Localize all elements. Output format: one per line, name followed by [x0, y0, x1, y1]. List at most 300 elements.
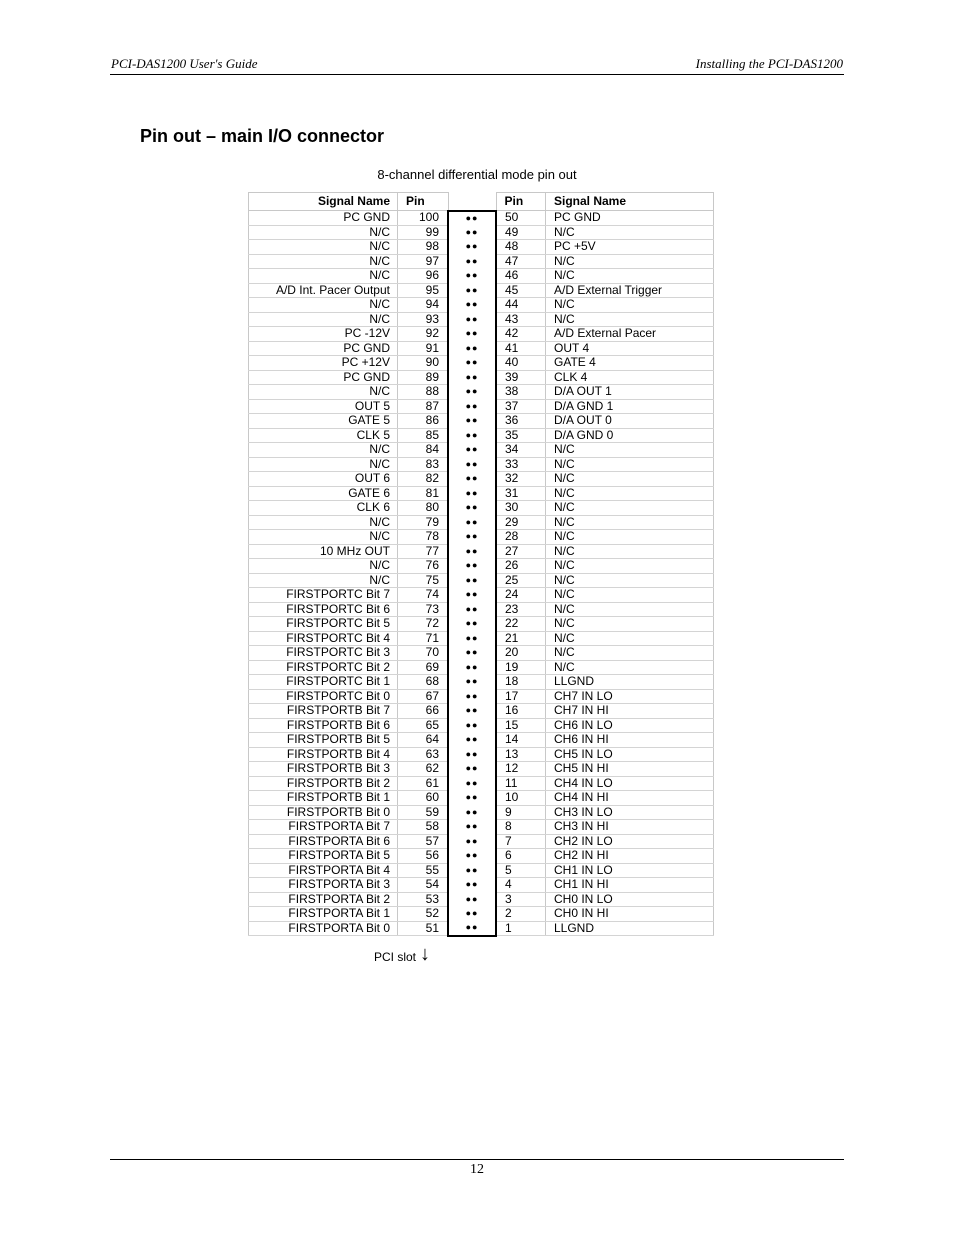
left-signal-name: N/C [249, 515, 398, 530]
connector-pin-pair: ●● [448, 762, 496, 777]
table-row [249, 733, 714, 748]
left-pin-number: 67 [398, 689, 449, 704]
left-signal-name: N/C [249, 530, 398, 545]
left-pin-number: 79 [398, 515, 449, 530]
right-pin-number: 13 [496, 747, 546, 762]
connector-pin-pair: ●● [448, 834, 496, 849]
right-pin-number: 37 [496, 399, 546, 414]
left-signal-name: FIRSTPORTA Bit 6 [249, 834, 398, 849]
right-pin-number: 47 [496, 254, 546, 269]
table-row [249, 254, 714, 269]
left-pin-number: 97 [398, 254, 449, 269]
down-arrow-icon: ↓ [420, 943, 431, 965]
right-signal-name: N/C [546, 660, 714, 675]
right-pin-number: 23 [496, 602, 546, 617]
table-row [249, 457, 714, 472]
connector-pin-pair: ●● [448, 660, 496, 675]
right-signal-name: N/C [546, 443, 714, 458]
left-pin-number: 99 [398, 225, 449, 240]
left-pin-number: 77 [398, 544, 449, 559]
right-signal-name: CLK 4 [546, 370, 714, 385]
right-signal-name: CH6 IN LO [546, 718, 714, 733]
left-pin-number: 78 [398, 530, 449, 545]
left-pin-number: 85 [398, 428, 449, 443]
left-signal-name: N/C [249, 573, 398, 588]
pci-slot-indicator [374, 944, 430, 964]
col-header-left-signal: Signal Name [249, 193, 398, 211]
right-pin-number: 25 [496, 573, 546, 588]
right-pin-number: 49 [496, 225, 546, 240]
left-pin-number: 65 [398, 718, 449, 733]
connector-pin-pair: ●● [448, 515, 496, 530]
right-signal-name: PC +5V [546, 240, 714, 255]
left-pin-number: 87 [398, 399, 449, 414]
table-row [249, 298, 714, 313]
table-row [249, 399, 714, 414]
left-pin-number: 89 [398, 370, 449, 385]
table-row [249, 776, 714, 791]
right-pin-number: 1 [496, 921, 546, 936]
connector-pin-pair: ●● [448, 849, 496, 864]
left-signal-name: FIRSTPORTB Bit 2 [249, 776, 398, 791]
right-pin-number: 34 [496, 443, 546, 458]
left-signal-name: FIRSTPORTA Bit 7 [249, 820, 398, 835]
left-pin-number: 73 [398, 602, 449, 617]
right-pin-number: 32 [496, 472, 546, 487]
right-signal-name: N/C [546, 646, 714, 661]
right-signal-name: CH2 IN HI [546, 849, 714, 864]
table-row [249, 704, 714, 719]
connector-pin-pair: ●● [448, 747, 496, 762]
right-signal-name: N/C [546, 530, 714, 545]
right-pin-number: 17 [496, 689, 546, 704]
table-row [249, 225, 714, 240]
table-row [249, 370, 714, 385]
left-pin-number: 71 [398, 631, 449, 646]
right-pin-number: 18 [496, 675, 546, 690]
left-signal-name: N/C [249, 298, 398, 313]
connector-pin-pair: ●● [448, 240, 496, 255]
right-signal-name: CH4 IN HI [546, 791, 714, 806]
right-signal-name: N/C [546, 457, 714, 472]
left-pin-number: 60 [398, 791, 449, 806]
right-signal-name: CH5 IN HI [546, 762, 714, 777]
left-pin-number: 83 [398, 457, 449, 472]
left-pin-number: 76 [398, 559, 449, 574]
connector-pin-pair: ●● [448, 385, 496, 400]
connector-pin-pair: ●● [448, 486, 496, 501]
right-pin-number: 21 [496, 631, 546, 646]
left-pin-number: 62 [398, 762, 449, 777]
left-signal-name: PC GND [249, 211, 398, 226]
right-signal-name: N/C [546, 254, 714, 269]
right-pin-number: 8 [496, 820, 546, 835]
left-signal-name: N/C [249, 457, 398, 472]
left-pin-number: 57 [398, 834, 449, 849]
left-signal-name: FIRSTPORTC Bit 6 [249, 602, 398, 617]
left-signal-name: FIRSTPORTC Bit 0 [249, 689, 398, 704]
right-signal-name: CH0 IN LO [546, 892, 714, 907]
table-row [249, 472, 714, 487]
connector-pin-pair: ●● [448, 399, 496, 414]
left-pin-number: 88 [398, 385, 449, 400]
header-section-title: Installing the PCI-DAS1200 [695, 56, 843, 71]
table-row [249, 834, 714, 849]
left-signal-name: PC GND [249, 370, 398, 385]
table-row [249, 269, 714, 284]
right-pin-number: 10 [496, 791, 546, 806]
table-row [249, 646, 714, 661]
left-pin-number: 98 [398, 240, 449, 255]
connector-pin-pair: ●● [448, 211, 496, 226]
table-row [249, 573, 714, 588]
left-signal-name: FIRSTPORTC Bit 7 [249, 588, 398, 603]
right-signal-name: N/C [546, 312, 714, 327]
right-signal-name: A/D External Pacer [546, 327, 714, 342]
right-signal-name: CH1 IN HI [546, 878, 714, 893]
left-pin-number: 94 [398, 298, 449, 313]
table-row [249, 501, 714, 516]
right-pin-number: 41 [496, 341, 546, 356]
header-doc-title: PCI-DAS1200 User's Guide [111, 56, 258, 71]
left-signal-name: FIRSTPORTC Bit 1 [249, 675, 398, 690]
right-pin-number: 9 [496, 805, 546, 820]
table-row [249, 283, 714, 298]
right-pin-number: 15 [496, 718, 546, 733]
col-header-left-pin: Pin [398, 193, 449, 211]
connector-pin-pair: ●● [448, 225, 496, 240]
left-signal-name: OUT 5 [249, 399, 398, 414]
connector-pin-pair: ●● [448, 327, 496, 342]
table-row [249, 356, 714, 371]
connector-pin-pair: ●● [448, 631, 496, 646]
left-signal-name: GATE 6 [249, 486, 398, 501]
table-row [249, 443, 714, 458]
left-signal-name: PC GND [249, 341, 398, 356]
table-row [249, 312, 714, 327]
left-signal-name: FIRSTPORTA Bit 5 [249, 849, 398, 864]
left-signal-name: N/C [249, 254, 398, 269]
right-pin-number: 50 [496, 211, 546, 226]
table-row [249, 240, 714, 255]
left-signal-name: FIRSTPORTB Bit 1 [249, 791, 398, 806]
right-pin-number: 45 [496, 283, 546, 298]
table-row [249, 863, 714, 878]
right-pin-number: 46 [496, 269, 546, 284]
right-signal-name: N/C [546, 298, 714, 313]
right-pin-number: 5 [496, 863, 546, 878]
right-signal-name: N/C [546, 225, 714, 240]
left-pin-number: 66 [398, 704, 449, 719]
left-signal-name: FIRSTPORTC Bit 3 [249, 646, 398, 661]
right-signal-name: CH3 IN LO [546, 805, 714, 820]
connector-pin-pair: ●● [448, 863, 496, 878]
table-row [249, 762, 714, 777]
left-pin-number: 56 [398, 849, 449, 864]
table-row [249, 341, 714, 356]
right-pin-number: 38 [496, 385, 546, 400]
connector-pin-pair: ●● [448, 878, 496, 893]
connector-pin-pair: ●● [448, 414, 496, 429]
right-signal-name: D/A GND 1 [546, 399, 714, 414]
left-pin-number: 82 [398, 472, 449, 487]
right-pin-number: 44 [496, 298, 546, 313]
table-row [249, 660, 714, 675]
right-signal-name: LLGND [546, 921, 714, 936]
connector-pin-pair: ●● [448, 559, 496, 574]
connector-pin-pair: ●● [448, 254, 496, 269]
right-signal-name: N/C [546, 269, 714, 284]
table-row [249, 849, 714, 864]
left-pin-number: 69 [398, 660, 449, 675]
table-caption: 8-channel differential mode pin out [377, 167, 577, 182]
right-pin-number: 7 [496, 834, 546, 849]
col-header-connector [448, 193, 496, 211]
left-pin-number: 92 [398, 327, 449, 342]
col-header-right-signal: Signal Name [546, 193, 714, 211]
left-pin-number: 63 [398, 747, 449, 762]
table-row [249, 414, 714, 429]
connector-pin-pair: ●● [448, 892, 496, 907]
connector-pin-pair: ●● [448, 602, 496, 617]
left-pin-number: 93 [398, 312, 449, 327]
right-pin-number: 29 [496, 515, 546, 530]
left-signal-name: N/C [249, 225, 398, 240]
left-pin-number: 54 [398, 878, 449, 893]
right-signal-name: N/C [546, 631, 714, 646]
left-signal-name: FIRSTPORTB Bit 0 [249, 805, 398, 820]
right-pin-number: 30 [496, 501, 546, 516]
table-row [249, 921, 714, 936]
table-row [249, 588, 714, 603]
right-signal-name: N/C [546, 515, 714, 530]
right-signal-name: N/C [546, 501, 714, 516]
footer-divider [110, 1159, 844, 1160]
table-row [249, 820, 714, 835]
right-signal-name: N/C [546, 573, 714, 588]
table-row [249, 747, 714, 762]
section-heading: Pin out – main I/O connector [140, 126, 385, 146]
left-pin-number: 59 [398, 805, 449, 820]
right-pin-number: 11 [496, 776, 546, 791]
left-signal-name: FIRSTPORTA Bit 1 [249, 907, 398, 922]
right-signal-name: N/C [546, 588, 714, 603]
connector-pin-pair: ●● [448, 356, 496, 371]
table-row [249, 602, 714, 617]
left-signal-name: A/D Int. Pacer Output [249, 283, 398, 298]
left-pin-number: 51 [398, 921, 449, 936]
right-signal-name: CH3 IN HI [546, 820, 714, 835]
right-signal-name: CH7 IN HI [546, 704, 714, 719]
left-signal-name: FIRSTPORTB Bit 5 [249, 733, 398, 748]
left-signal-name: FIRSTPORTB Bit 3 [249, 762, 398, 777]
connector-pin-pair: ●● [448, 443, 496, 458]
right-signal-name: N/C [546, 617, 714, 632]
connector-pin-pair: ●● [448, 646, 496, 661]
right-signal-name: CH1 IN LO [546, 863, 714, 878]
connector-pin-pair: ●● [448, 733, 496, 748]
connector-pin-pair: ●● [448, 472, 496, 487]
connector-pin-pair: ●● [448, 530, 496, 545]
left-pin-number: 75 [398, 573, 449, 588]
connector-pin-pair: ●● [448, 501, 496, 516]
table-row [249, 428, 714, 443]
left-pin-number: 84 [398, 443, 449, 458]
left-signal-name: N/C [249, 559, 398, 574]
right-pin-number: 26 [496, 559, 546, 574]
right-pin-number: 42 [496, 327, 546, 342]
left-signal-name: CLK 6 [249, 501, 398, 516]
table-row [249, 515, 714, 530]
table-row [249, 211, 714, 226]
right-pin-number: 16 [496, 704, 546, 719]
left-signal-name: FIRSTPORTB Bit 4 [249, 747, 398, 762]
connector-pin-pair: ●● [448, 457, 496, 472]
left-pin-number: 64 [398, 733, 449, 748]
left-pin-number: 90 [398, 356, 449, 371]
right-signal-name: CH5 IN LO [546, 747, 714, 762]
right-pin-number: 40 [496, 356, 546, 371]
left-pin-number: 52 [398, 907, 449, 922]
table-header-row [249, 193, 714, 211]
table-row [249, 675, 714, 690]
left-signal-name: PC +12V [249, 356, 398, 371]
left-signal-name: N/C [249, 385, 398, 400]
table-row [249, 530, 714, 545]
right-pin-number: 27 [496, 544, 546, 559]
table-row [249, 878, 714, 893]
right-pin-number: 48 [496, 240, 546, 255]
right-pin-number: 31 [496, 486, 546, 501]
connector-pin-pair: ●● [448, 617, 496, 632]
connector-pin-pair: ●● [448, 921, 496, 936]
right-pin-number: 33 [496, 457, 546, 472]
right-signal-name: CH7 IN LO [546, 689, 714, 704]
right-pin-number: 43 [496, 312, 546, 327]
connector-pin-pair: ●● [448, 312, 496, 327]
pinout-rows [249, 211, 714, 936]
right-pin-number: 28 [496, 530, 546, 545]
connector-pin-pair: ●● [448, 805, 496, 820]
table-row [249, 385, 714, 400]
left-signal-name: OUT 6 [249, 472, 398, 487]
table-row [249, 327, 714, 342]
connector-pin-pair: ●● [448, 907, 496, 922]
right-signal-name: A/D External Trigger [546, 283, 714, 298]
table-row [249, 892, 714, 907]
right-pin-number: 35 [496, 428, 546, 443]
right-pin-number: 36 [496, 414, 546, 429]
right-signal-name: N/C [546, 559, 714, 574]
table-row [249, 718, 714, 733]
right-pin-number: 12 [496, 762, 546, 777]
right-pin-number: 20 [496, 646, 546, 661]
table-row [249, 805, 714, 820]
pci-slot-label: PCI slot [374, 950, 417, 964]
right-signal-name: CH6 IN HI [546, 733, 714, 748]
right-pin-number: 4 [496, 878, 546, 893]
connector-pin-pair: ●● [448, 791, 496, 806]
pinout-table [248, 192, 714, 937]
left-pin-number: 58 [398, 820, 449, 835]
connector-pin-pair: ●● [448, 820, 496, 835]
left-signal-name: FIRSTPORTC Bit 4 [249, 631, 398, 646]
right-signal-name: LLGND [546, 675, 714, 690]
left-pin-number: 100 [398, 211, 449, 226]
connector-pin-pair: ●● [448, 704, 496, 719]
connector-pin-pair: ●● [448, 298, 496, 313]
connector-pin-pair: ●● [448, 675, 496, 690]
left-pin-number: 55 [398, 863, 449, 878]
left-pin-number: 72 [398, 617, 449, 632]
table-row [249, 617, 714, 632]
connector-pin-pair: ●● [448, 588, 496, 603]
left-pin-number: 70 [398, 646, 449, 661]
page-number: 12 [470, 1162, 484, 1177]
left-signal-name: N/C [249, 443, 398, 458]
left-pin-number: 68 [398, 675, 449, 690]
header-divider [110, 74, 844, 75]
left-pin-number: 74 [398, 588, 449, 603]
connector-pin-pair: ●● [448, 689, 496, 704]
connector-pin-pair: ●● [448, 573, 496, 588]
left-pin-number: 96 [398, 269, 449, 284]
connector-pin-pair: ●● [448, 341, 496, 356]
right-pin-number: 2 [496, 907, 546, 922]
left-pin-number: 86 [398, 414, 449, 429]
right-signal-name: N/C [546, 472, 714, 487]
left-signal-name: N/C [249, 269, 398, 284]
table-row [249, 486, 714, 501]
right-pin-number: 14 [496, 733, 546, 748]
connector-pin-pair: ●● [448, 776, 496, 791]
right-pin-number: 19 [496, 660, 546, 675]
connector-pin-pair: ●● [448, 370, 496, 385]
left-pin-number: 81 [398, 486, 449, 501]
connector-pin-pair: ●● [448, 283, 496, 298]
left-signal-name: FIRSTPORTA Bit 3 [249, 878, 398, 893]
col-header-right-pin: Pin [496, 193, 546, 211]
right-signal-name: D/A OUT 0 [546, 414, 714, 429]
left-signal-name: FIRSTPORTC Bit 5 [249, 617, 398, 632]
right-pin-number: 24 [496, 588, 546, 603]
left-pin-number: 61 [398, 776, 449, 791]
table-row [249, 544, 714, 559]
table-row [249, 689, 714, 704]
left-signal-name: PC -12V [249, 327, 398, 342]
right-pin-number: 22 [496, 617, 546, 632]
connector-pin-pair: ●● [448, 544, 496, 559]
left-signal-name: FIRSTPORTA Bit 4 [249, 863, 398, 878]
left-signal-name: N/C [249, 240, 398, 255]
right-signal-name: N/C [546, 486, 714, 501]
right-signal-name: D/A GND 0 [546, 428, 714, 443]
right-signal-name: CH2 IN LO [546, 834, 714, 849]
left-signal-name: 10 MHz OUT [249, 544, 398, 559]
right-signal-name: GATE 4 [546, 356, 714, 371]
right-signal-name: PC GND [546, 211, 714, 226]
right-signal-name: N/C [546, 602, 714, 617]
table-row [249, 907, 714, 922]
left-signal-name: FIRSTPORTB Bit 7 [249, 704, 398, 719]
left-signal-name: N/C [249, 312, 398, 327]
table-row [249, 631, 714, 646]
connector-pin-pair: ●● [448, 718, 496, 733]
right-pin-number: 3 [496, 892, 546, 907]
left-signal-name: FIRSTPORTA Bit 0 [249, 921, 398, 936]
left-pin-number: 91 [398, 341, 449, 356]
left-signal-name: FIRSTPORTA Bit 2 [249, 892, 398, 907]
